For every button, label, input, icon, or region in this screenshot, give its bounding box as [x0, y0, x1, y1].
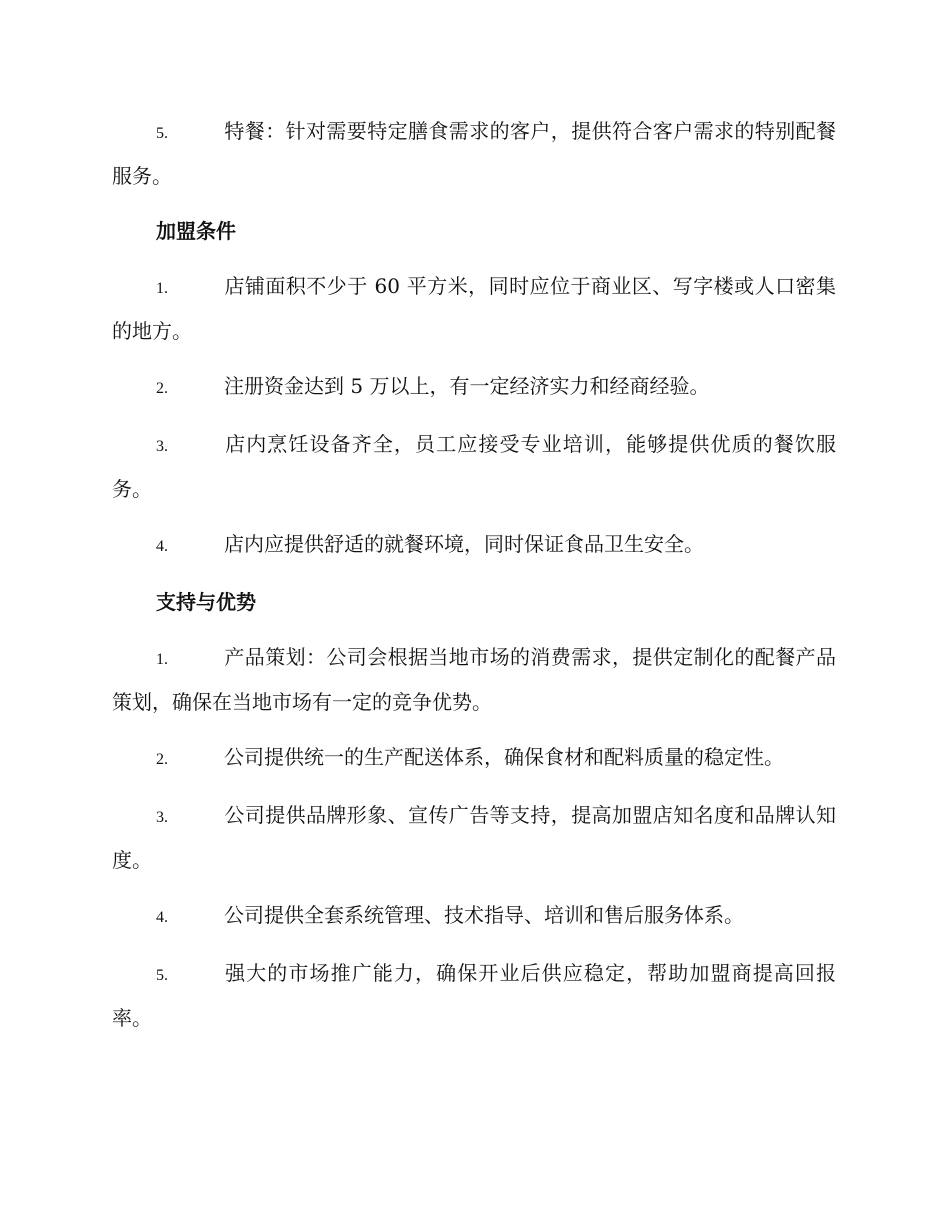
list-text: 店内应提供舒适的就餐环境，同时保证食品卫生安全。: [224, 532, 704, 556]
list-number: 5.: [156, 967, 168, 984]
list-item: [112, 423, 836, 510]
section-heading-support-advantages: 支持与优势: [156, 590, 256, 614]
list-text: 特餐：针对需要特定膳食需求的客户，提供符合客户需求的特别配餐服务。: [112, 119, 836, 188]
list-number: 3.: [156, 438, 168, 455]
list-text: 公司提供品牌形象、宣传广告等支持，提高加盟店知名度和品牌认知度。: [112, 803, 836, 872]
list-item: [112, 365, 836, 410]
list-text: 注册资金达到 5 万以上，有一定经济实力和经商经验。: [224, 374, 710, 398]
section-heading-franchise-conditions: 加盟条件: [156, 219, 236, 243]
list-text: 产品策划：公司会根据当地市场的消费需求，提供定制化的配餐产品策划，确保在当地市场有一定的竞争优势。: [112, 645, 836, 714]
list-text: 店内烹饪设备齐全，员工应接受专业培训，能够提供优质的餐饮服务。: [112, 432, 836, 501]
list-item: [112, 794, 836, 881]
list-text: 店铺面积不少于 60 平方米，同时应位于商业区、写字楼或人口密集的地方。: [112, 274, 836, 343]
document-body: [112, 110, 836, 1052]
list-text: 强大的市场推广能力，确保开业后供应稳定，帮助加盟商提高回报率。: [112, 961, 836, 1030]
list-text: 公司提供全套系统管理、技术指导、培训和售后服务体系。: [224, 903, 744, 927]
list-item: [112, 265, 836, 352]
list-number: 1.: [156, 280, 168, 297]
list-number: 4.: [156, 909, 168, 926]
list-number: 5.: [156, 125, 168, 142]
list-item: [112, 636, 836, 723]
list-item: [112, 894, 836, 939]
list-item: [112, 523, 836, 568]
list-item: [112, 736, 836, 781]
list-number: 1.: [156, 651, 168, 668]
list-number: 2.: [156, 751, 168, 768]
list-text: 公司提供统一的生产配送体系，确保食材和配料质量的稳定性。: [224, 745, 784, 769]
list-number: 3.: [156, 809, 168, 826]
list-number: 2.: [156, 380, 168, 397]
list-number: 4.: [156, 538, 168, 555]
list-item: [112, 110, 836, 197]
list-item: [112, 952, 836, 1039]
